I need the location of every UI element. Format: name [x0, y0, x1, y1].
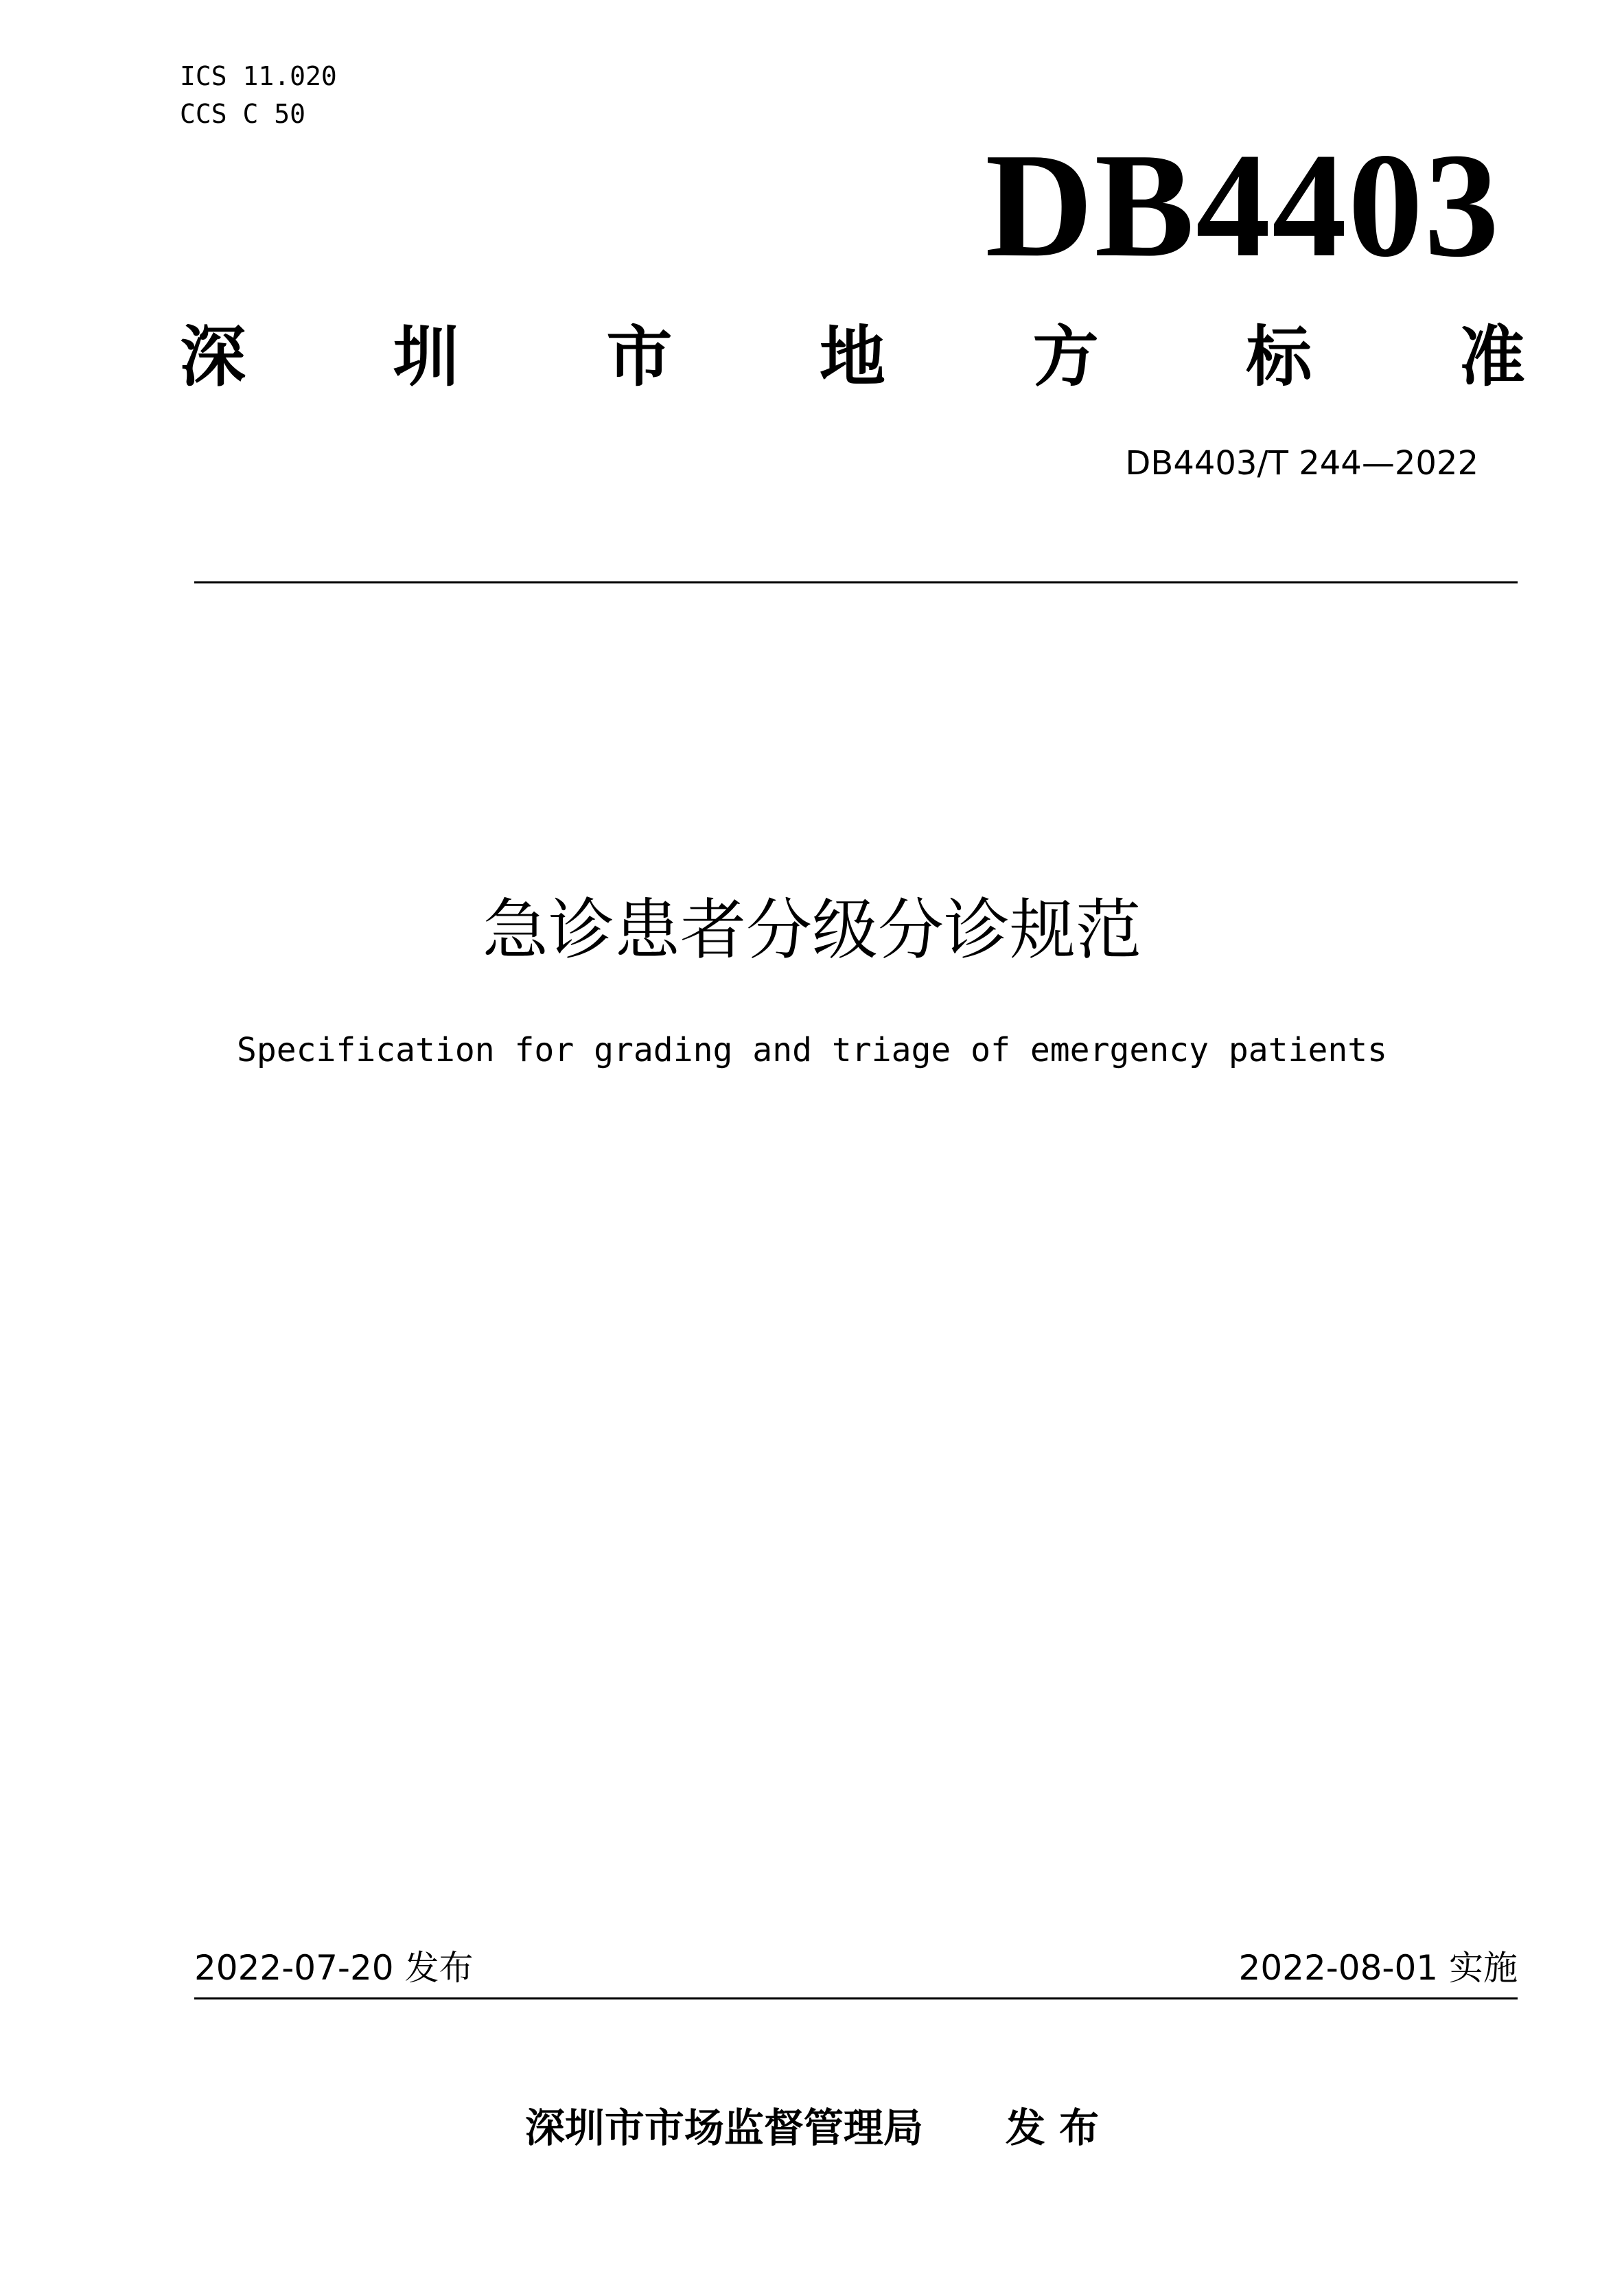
publish-label: 发 布: [1005, 2104, 1100, 2151]
standard-type-char: 标: [1246, 318, 1312, 395]
document-title-cn: 急诊患者分级分诊规范: [483, 892, 1141, 969]
standard-type-char: 方: [1032, 318, 1099, 395]
standard-number: DB4403/T 244—2022: [1125, 444, 1478, 483]
standard-code-large: DB4403: [985, 123, 1500, 288]
publisher-line: [0, 2100, 1624, 2155]
implementation-date: 2022-08-01 实施: [1238, 1948, 1518, 1988]
standard-type-char: 市: [606, 318, 673, 395]
standard-type-char: 圳: [393, 318, 459, 395]
standard-type-heading: [180, 312, 1525, 402]
document-title-en: Specification for grading and triage of emergency patients: [236, 1031, 1388, 1069]
bottom-divider: [194, 1997, 1518, 1999]
standard-type-char: 准: [1459, 318, 1525, 395]
ics-code: ICS 11.020: [180, 61, 337, 91]
standard-type-char: 深: [180, 318, 246, 395]
publisher-name: 深圳市市场监督管理局: [524, 2104, 923, 2151]
issue-date: 2022-07-20 发布: [194, 1948, 474, 1988]
standard-type-char: 地: [819, 318, 885, 395]
ccs-code: CCS C 50: [180, 99, 306, 129]
top-divider: [194, 581, 1518, 583]
